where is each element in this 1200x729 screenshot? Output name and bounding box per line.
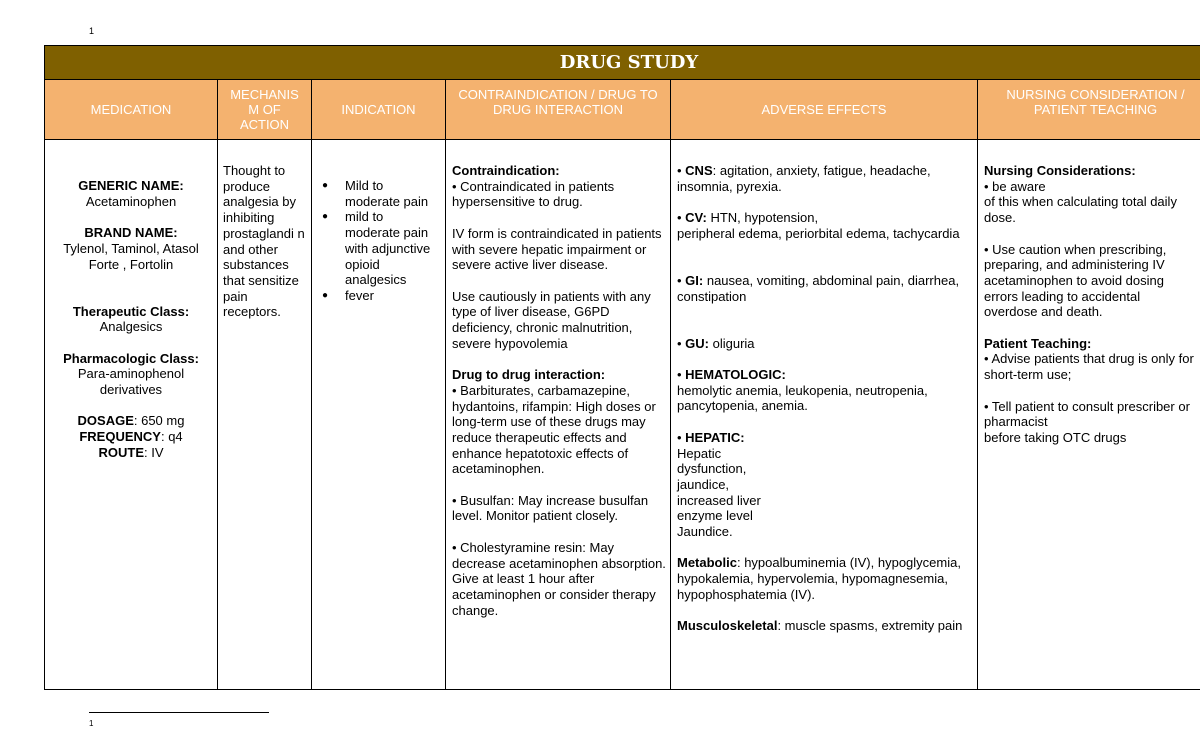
route-value: : IV — [143, 444, 164, 460]
header-indication: INDICATION — [311, 80, 445, 140]
frequency-label: FREQUENCY — [79, 429, 161, 445]
hematologic-label: HEMATOLOGIC: — [685, 367, 786, 383]
brand-name-value: Tylenol, Taminol, Atasol Forte , Fortolin — [63, 240, 199, 272]
drug-study-table — [44, 45, 1200, 690]
teaching-line: pharmacist — [984, 414, 1048, 430]
frequency-value: : q4 — [160, 429, 183, 445]
nursing-heading: Nursing Considerations: — [984, 163, 1136, 178]
hematologic-text: hemolytic anemia, leukopenia, neutropenia, pancytopenia, anemia. — [677, 382, 928, 414]
cv-text-2: peripheral edema, periorbital edema, tachycardia — [677, 225, 960, 241]
gu-label: GU: — [685, 335, 710, 351]
nursing-line: acetaminophen to avoid dosing — [984, 272, 1164, 288]
header-medication: MEDICATION — [44, 80, 217, 140]
adverse-hematologic: • HEMATOLOGIC: — [677, 367, 786, 383]
nursing-line: • Use caution when prescribing, — [984, 241, 1167, 257]
interaction-1: • Barbiturates, carbamazepine, hydantoins, rifampin: High doses or long-term use of these drugs may reduce therapeutic effects and enhance hepatotoxic effects of acetaminophen. — [452, 382, 656, 477]
frequency — [49, 429, 213, 445]
hepatic-text: Hepatic dysfunction, jaundice, increased liver enzyme level Jaundice. — [677, 445, 761, 540]
indication-cell — [311, 140, 445, 690]
nursing-line: of this when calculating total daily — [984, 194, 1177, 210]
metabolic-text: : hypoalbuminemia (IV), hypoglycemia, hypokalemia, hypervolemia, hypomagnesemia, hypophosphatemia (IV). — [677, 555, 961, 602]
footnote-separator — [89, 712, 269, 713]
gi-text: nausea, vomiting, abdominal pain, diarrhea, constipation — [677, 272, 960, 304]
therapeutic-class-value: Analgesics — [99, 319, 163, 335]
pharmacologic-class-value: Para-aminophenol derivatives — [77, 366, 185, 398]
indication-list — [322, 178, 441, 304]
dosage-label: DOSAGE — [77, 413, 134, 429]
header-mechanism — [217, 80, 311, 140]
teaching-line: short-term use; — [984, 367, 1072, 383]
nursing-line: dose. — [984, 210, 1016, 226]
indication-item: ● fever — [322, 288, 441, 304]
contraindication-p2: IV form is contraindicated in patients with severe hepatic impairment or severe active liver disease. — [452, 225, 662, 273]
adverse-cns: • CNS: agitation, anxiety, fatigue, headache, insomnia, pyrexia. — [677, 163, 931, 194]
contraindication-heading: Contraindication: — [452, 163, 560, 178]
drug-row — [44, 140, 1200, 690]
header-adverse-effects: ADVERSE EFFECTS — [670, 80, 977, 140]
interaction-2: • Busulfan: May increase busulfan level. Monitor patient closely. — [452, 492, 649, 524]
hepatic-label: HEPATIC: — [685, 429, 745, 445]
dosage-value: : 650 mg — [133, 413, 185, 429]
gi-label: GI: — [685, 272, 704, 288]
musculoskeletal-label: Musculoskeletal — [677, 618, 778, 634]
medication-cell — [44, 140, 217, 690]
teaching-line: before taking OTC drugs — [984, 429, 1127, 445]
header-contraindication: CONTRAINDICATION / DRUG TO DRUG INTERACTION — [445, 80, 670, 140]
table-title: DRUG STUDY — [44, 45, 1200, 80]
adverse-gu: • GU: oliguria — [677, 335, 755, 351]
musculoskeletal-text: : muscle spasms, extremity pain — [777, 618, 963, 634]
cns-label: CNS — [685, 163, 713, 178]
generic-name-label: GENERIC NAME: — [78, 178, 184, 193]
adverse-gi: • GI: nausea, vomiting, abdominal pain, diarrhea, constipation — [677, 272, 960, 304]
header-mechanism-text: MECHANIS M OF ACTION — [230, 87, 299, 132]
cv-text: HTN, hypotension, — [706, 210, 819, 226]
adverse-musculoskeletal — [677, 618, 973, 634]
footnote-number: 1 — [89, 719, 94, 728]
brand-name-label: BRAND NAME: — [84, 225, 178, 241]
nursing-line: overdose and death. — [984, 304, 1103, 320]
generic-name-value: Acetaminophen — [85, 193, 177, 209]
adverse-effects-cell — [670, 140, 977, 690]
header-nursing — [977, 80, 1200, 140]
contraindication-p3: Use cautiously in patients with any type of liver disease, G6PD deficiency, chronic malnutrition, severe hypovolemia — [452, 288, 651, 351]
header-nursing-text: NURSING CONSIDERATION / PATIENT TEACHING — [1006, 87, 1185, 117]
dosage — [49, 413, 213, 429]
indication-item: ● mild to moderate pain with adjunctive opioid analgesics — [322, 209, 441, 288]
contraindication-p1: • Contraindicated in patients hypersensitive to drug. — [452, 178, 615, 210]
teaching-line: • Tell patient to consult prescriber or — [984, 398, 1190, 414]
cv-label: CV: — [685, 210, 707, 226]
therapeutic-class-label: Therapeutic Class: — [72, 303, 190, 319]
route — [49, 445, 213, 461]
teaching-line: • Advise patients that drug is only for — [984, 351, 1194, 367]
page-number: 1 — [89, 26, 95, 36]
route-label: ROUTE — [98, 444, 144, 460]
interaction-heading: Drug to drug interaction: — [452, 367, 606, 383]
contraindication-cell — [445, 140, 670, 690]
nursing-line: preparing, and administering IV — [984, 257, 1165, 273]
teaching-heading: Patient Teaching: — [984, 335, 1092, 351]
cns-text: : agitation, anxiety, fatigue, headache, insomnia, pyrexia. — [677, 163, 931, 194]
interaction-3: • Cholestyramine resin: May decrease acetaminophen absorption. Give at least 1 hour after acetaminophen or consider therapy change. — [452, 539, 666, 618]
indication-item: ● Mild to moderate pain — [322, 178, 441, 209]
adverse-metabolic — [677, 555, 973, 602]
adverse-hepatic: • HEPATIC: — [677, 429, 745, 445]
nursing-cell — [977, 140, 1200, 690]
nursing-line: errors leading to accidental — [984, 288, 1141, 304]
pharmacologic-class-label: Pharmacologic Class: — [63, 350, 199, 366]
gu-text: oliguria — [709, 335, 755, 351]
mechanism-text: Thought to produce analgesia by inhibiting prostaglandi n and other substances that sensitize pain receptors. — [223, 163, 305, 320]
nursing-line: • be aware — [984, 178, 1046, 194]
mechanism-cell — [217, 140, 311, 690]
header-row — [44, 80, 1200, 140]
metabolic-label: Metabolic — [677, 555, 737, 571]
adverse-cv: • CV: HTN, hypotension, — [677, 210, 819, 226]
